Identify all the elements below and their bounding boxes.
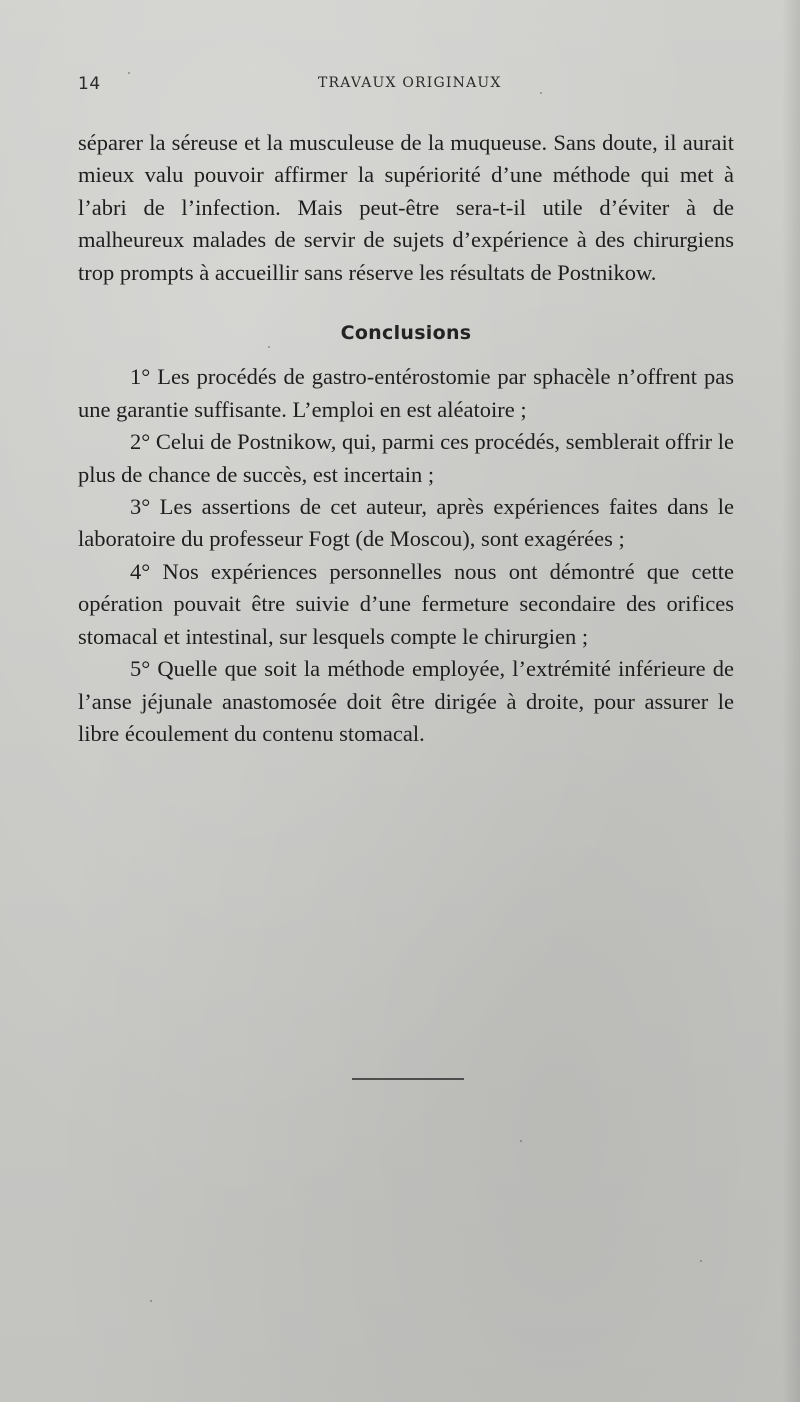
paper-speck [268, 346, 270, 348]
body-text [78, 127, 734, 750]
page-edge-shadow [782, 0, 800, 1402]
intro-paragraph: séparer la séreuse et la musculeuse de la muqueuse. Sans doute, il aurait mieux valu pouvoir affirmer la supériorité d’une méthode qui met à l’abri de l’infection. Mais peut-être sera-t-il utile d’éviter à de malheureux malades de servir de sujets d’expérience à des chirurgiens trop prompts à accueillir sans réserve les résultats de Postnikow. [78, 130, 734, 285]
paper-speck [540, 92, 542, 94]
conclusion-item: 5° Quelle que soit la méthode employée, l’extrémité inférieure de l’anse jéjunale anastomosée doit être dirigée à droite, pour assurer le libre écoulement du contenu stomacal. [78, 656, 734, 746]
conclusion-item: 2° Celui de Postnikow, qui, parmi ces procédés, semblerait offrir le plus de chance de succès, est incertain ; [78, 429, 734, 487]
paper-speck [700, 1260, 702, 1262]
paper-speck [520, 1140, 522, 1142]
conclusion-item: 4° Nos expériences personnelles nous ont démontré que cette opération pouvait être suivie d’une fermeture secondaire des orifices stomacal et intestinal, sur lesquels compte le chirurgien ; [78, 558, 734, 649]
paper-speck [128, 72, 130, 74]
conclusion-item: 1° Les procédés de gastro-entérostomie par sphacèle n’offrent pas une garantie suffisante. L’emploi en est aléatoire ; [78, 364, 734, 422]
conclusion-item: 3° Les assertions de cet auteur, après expériences faites dans le laboratoire du professeur Fogt (de Moscou), sont exagérées ; [78, 494, 734, 552]
running-title: TRAVAUX ORIGINAUX [318, 75, 502, 91]
section-heading: Conclusions [340, 322, 472, 345]
section-end-rule [352, 1078, 464, 1080]
running-header [78, 74, 728, 104]
paper-speck [150, 1300, 152, 1302]
page-number: 14 [78, 74, 101, 94]
